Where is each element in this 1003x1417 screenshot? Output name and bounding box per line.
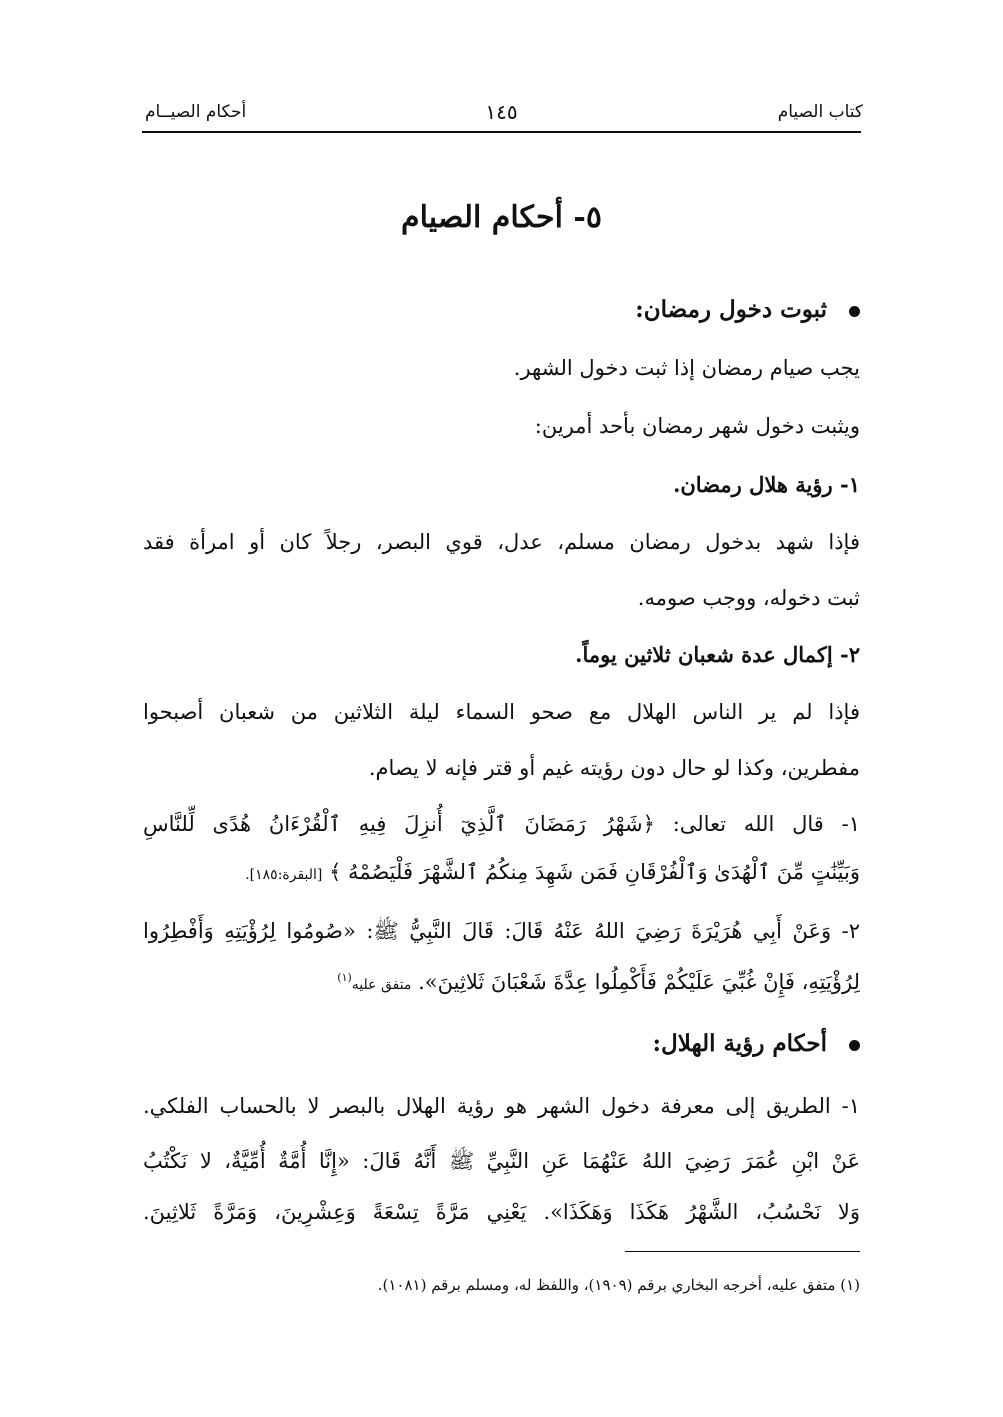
section-heading-text: ثبوت دخول رمضان: (635, 296, 827, 323)
hadith-text: لِرُؤْيَتِهِ، فَإِنْ غُبِّيَ عَلَيْكُمْ فَأَكْمِلُوا عِدَّةَ شَعْبَانَ ثَلاثِينَ». (418, 970, 860, 994)
bullet-icon (849, 306, 860, 317)
header-page-number: ١٤٥ (485, 100, 518, 124)
hadith-line: عَنْ ابْنِ عُمَرَ رَضِيَ اللهُ عَنْهُمَا عَنِ النَّبِيِّ ﷺ أَنَّهُ قَالَ: «إِنَّا أُمَّةٌ أُمِّيَّةٌ، لا نَكْتُبُ (143, 1149, 860, 1173)
hadith-line: وَلا نَحْسُبُ، الشَّهْرُ هَكَذَا وَهَكَذَا». يَعْنِي مَرَّةً تِسْعَةً وَعِشْرِينَ، وَمَرَّةً ثَلاثِينَ. (143, 1200, 860, 1224)
section-heading-text: أحكام رؤية الهلال: (652, 1030, 827, 1057)
section-heading-crescent-sighting (653, 1030, 860, 1057)
paragraph: يجب صيام رمضان إذا ثبت دخول الشهر. (513, 356, 860, 380)
bullet-icon (849, 1040, 860, 1051)
footnote: (١) متفق عليه، أخرجه البخاري برقم (١٩٠٩)، واللفظ له، ومسلم برقم (١٠٨١). (377, 1276, 860, 1294)
header-book-title: كتاب الصيام (777, 102, 863, 122)
quran-verse-line: ١- قال الله تعالى: ﴿شَهْرُ رَمَضَانَ ٱلَّذِيٓ أُنزِلَ فِيهِ ٱلْقُرْءَانُ هُدًى لِّلنَّاسِ (143, 812, 860, 836)
footnote-divider (625, 1251, 860, 1252)
header-chapter-title: أحكام الصيــام (145, 102, 247, 122)
footnote-marker[interactable]: (١) (337, 971, 352, 984)
hadith-line: ٢- وَعَنْ أَبِي هُرَيْرَةَ رَضِيَ اللهُ عَنْهُ قَالَ: قَالَ النَّبِيُّ ﷺ: «صُومُوا لِرُؤْيَتِهِ وَأَفْطِرُوا (143, 919, 860, 943)
section-heading-ramadan-entry (635, 296, 860, 323)
paragraph-line: ثبت دخوله، ووجب صومه. (637, 586, 860, 610)
numbered-subheading: ١- رؤية هلال رمضان. (673, 472, 860, 497)
hadith-grading: متفق عليه (351, 977, 412, 993)
verse-reference: [البقرة:١٨٥]. (245, 867, 323, 883)
quran-verse-line (245, 860, 860, 884)
header-divider (142, 131, 861, 133)
hadith-line (337, 970, 860, 994)
paragraph-line: فإذا لم ير الناس الهلال مع صحو السماء ليلة الثلاثين من شعبان أصبحوا (143, 700, 860, 724)
numbered-subheading: ٢- إكمال عدة شعبان ثلاثين يوماً. (575, 642, 860, 667)
paragraph-line: فإذا شهد بدخول رمضان مسلم، عدل، قوي البصر، رجلاً كان أو امرأة فقد (143, 530, 860, 554)
paragraph-line: ١- الطريق إلى معرفة دخول الشهر هو رؤية الهلال بالبصر لا بالحساب الفلكي. (143, 1094, 860, 1118)
quran-verse-text: وَبَيِّنَٰتٍ مِّنَ ٱلْهُدَىٰ وَٱلْفُرْقَانِ فَمَن شَهِدَ مِنكُمُ ٱلشَّهْرَ فَلْيَصُمْهُ ﴾ (329, 860, 860, 884)
chapter-title: ٥- أحكام الصيام (401, 200, 602, 235)
paragraph-line: مفطرين، وكذا لو حال دون رؤيته غيم أو قتر فإنه لا يصام. (368, 756, 860, 780)
paragraph: ويثبت دخول شهر رمضان بأحد أمرين: (534, 414, 860, 438)
